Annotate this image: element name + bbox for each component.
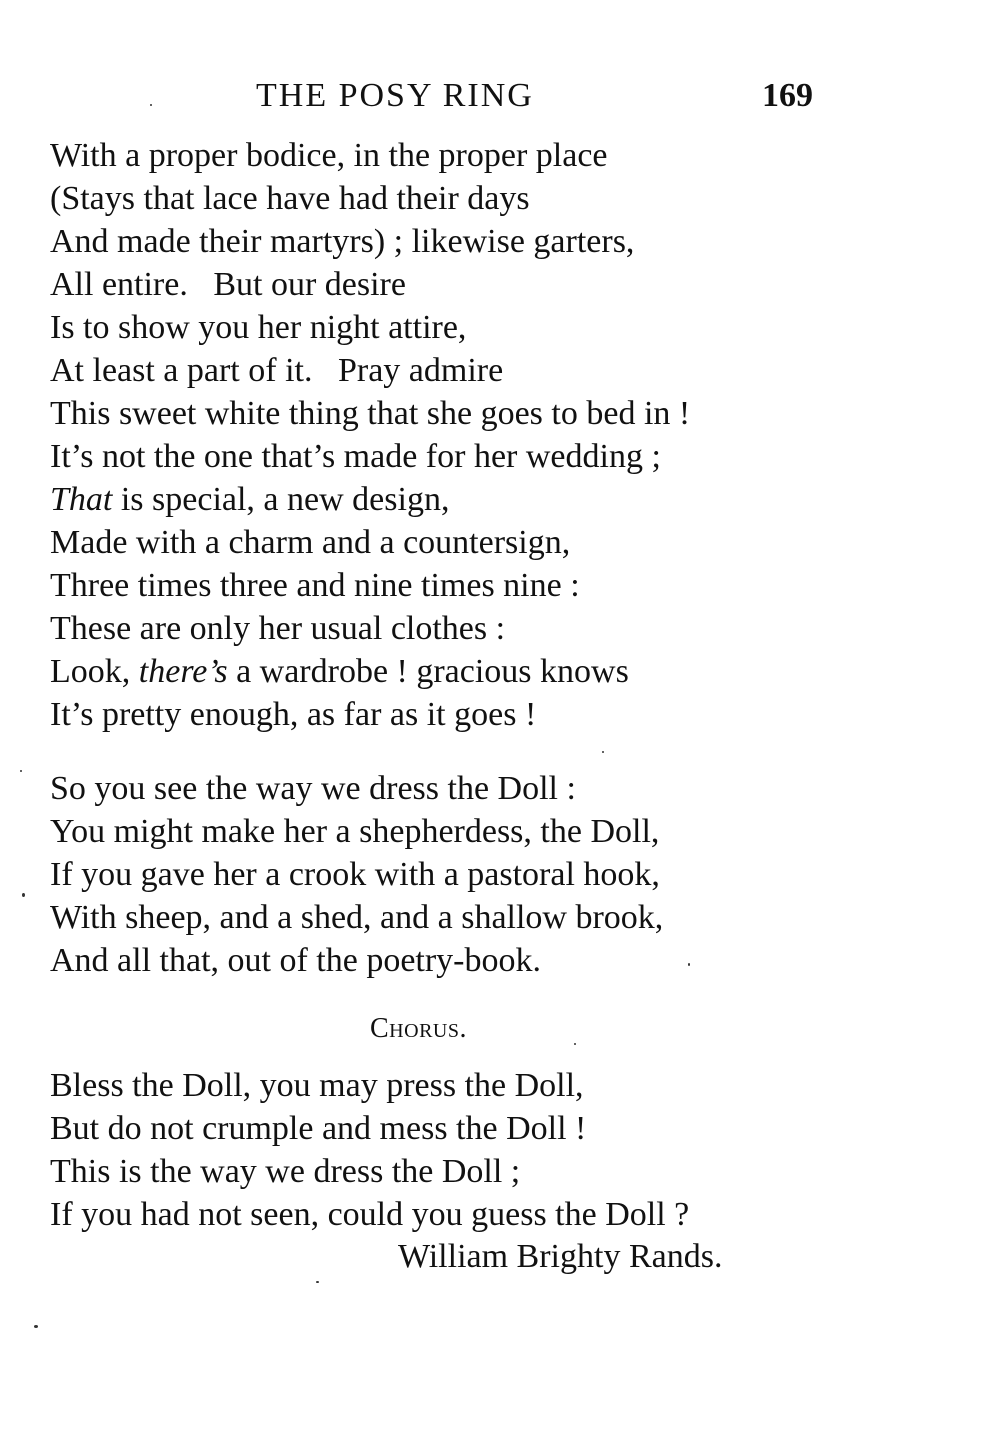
poem-line: So you see the way we dress the Doll : [50, 770, 576, 807]
italic-word: That [50, 481, 113, 518]
poem-line: With sheep, and a shed, and a shallow brook, [50, 899, 664, 936]
scan-speck [34, 1325, 38, 1328]
scan-speck [150, 104, 152, 106]
poem-line: At least a part of it. Pray admire [50, 352, 504, 389]
italic-word: there’s [138, 653, 228, 690]
scan-speck [316, 1281, 319, 1283]
poem-line: This sweet white thing that she goes to bed in ! [50, 395, 691, 432]
poem-line: (Stays that lace have had their days [50, 180, 530, 217]
poem-line: And all that, out of the poetry-book. [50, 942, 542, 979]
author-attribution: William Brighty Rands. [398, 1238, 723, 1275]
scan-speck [688, 963, 690, 966]
scan-speck [22, 893, 25, 897]
scan-speck [574, 1043, 576, 1045]
poem-line: But do not crumple and mess the Doll ! [50, 1110, 587, 1147]
scan-speck [602, 751, 604, 753]
stanza-1 [50, 134, 950, 736]
poem-line: Made with a charm and a countersign, [50, 524, 571, 561]
page-number: 169 [762, 77, 813, 114]
poem-line: These are only her usual clothes : [50, 610, 506, 647]
poem-line: With a proper bodice, in the proper place [50, 137, 608, 174]
scan-speck [20, 770, 22, 772]
poem-line: It’s pretty enough, as far as it goes ! [50, 696, 537, 733]
stanza-2 [50, 767, 950, 982]
poem-line: Is to show you her night attire, [50, 309, 467, 346]
poem-line: All entire. But our desire [50, 266, 406, 303]
chorus-heading: Chorus. [370, 1013, 467, 1044]
poem-line: Three times three and nine times nine : [50, 567, 580, 604]
poem-line: Bless the Doll, you may press the Doll, [50, 1067, 584, 1104]
poem-line: Look, there’s a wardrobe ! gracious knows [50, 653, 629, 690]
poem-line: If you had not seen, could you guess the Doll ? [50, 1196, 690, 1233]
chorus-stanza [50, 1064, 950, 1236]
poem-line: This is the way we dress the Doll ; [50, 1153, 521, 1190]
poem-line: And made their martyrs) ; likewise garters, [50, 223, 635, 260]
poem-line: If you gave her a crook with a pastoral hook, [50, 856, 660, 893]
running-title: THE POSY RING [256, 77, 534, 114]
poem-line: You might make her a shepherdess, the Doll, [50, 813, 660, 850]
poem-line: It’s not the one that’s made for her wedding ; [50, 438, 661, 475]
poem-line: That is special, a new design, [50, 481, 450, 518]
